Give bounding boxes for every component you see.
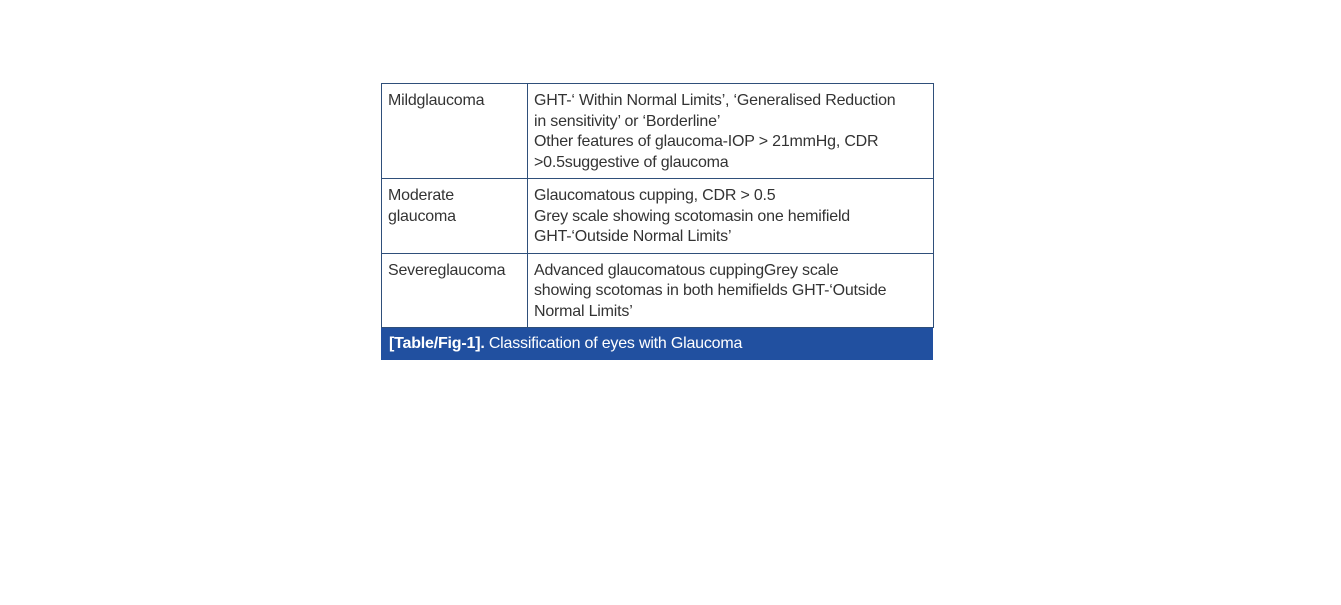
table-caption: [381, 328, 933, 360]
category-label: glaucoma: [388, 207, 456, 225]
description-line: showing scotomas in both hemifields GHT-‘Outside: [534, 282, 887, 299]
description-line: in sensitivity’ or ‘Borderline’: [534, 112, 721, 130]
category-label: Mildglaucoma: [388, 92, 485, 109]
description-line: Advanced glaucomatous cuppingGrey scale: [534, 261, 839, 279]
description-line: Other features of glaucoma-IOP > 21mmHg, CDR: [534, 133, 879, 150]
category-label: Moderate: [388, 187, 454, 204]
classification-table: [381, 83, 934, 328]
description-line: >0.5suggestive of glaucoma: [534, 153, 729, 171]
category-cell: [382, 179, 528, 254]
category-cell: [382, 84, 528, 179]
table-row: [382, 84, 934, 179]
description-cell: [528, 253, 934, 328]
description-line: Glaucomatous cupping, CDR > 0.5: [534, 187, 776, 204]
description-line: Normal Limits’: [534, 302, 633, 320]
description-line: Grey scale showing scotomasin one hemifield: [534, 207, 851, 225]
category-label: Severeglaucoma: [388, 261, 506, 279]
category-cell: [382, 253, 528, 328]
caption-label: [Table/Fig-1].: [389, 335, 485, 352]
description-line: GHT-‘Outside Normal Limits’: [534, 228, 732, 245]
description-cell: [528, 84, 934, 179]
caption-text: Classification of eyes with Glaucoma: [484, 335, 743, 352]
description-cell: [528, 179, 934, 254]
glaucoma-classification-table: [381, 83, 933, 360]
table-row: [382, 179, 934, 254]
table-row: [382, 253, 934, 328]
description-line: GHT-‘ Within Normal Limits’, ‘Generalised Reduction: [534, 92, 896, 109]
